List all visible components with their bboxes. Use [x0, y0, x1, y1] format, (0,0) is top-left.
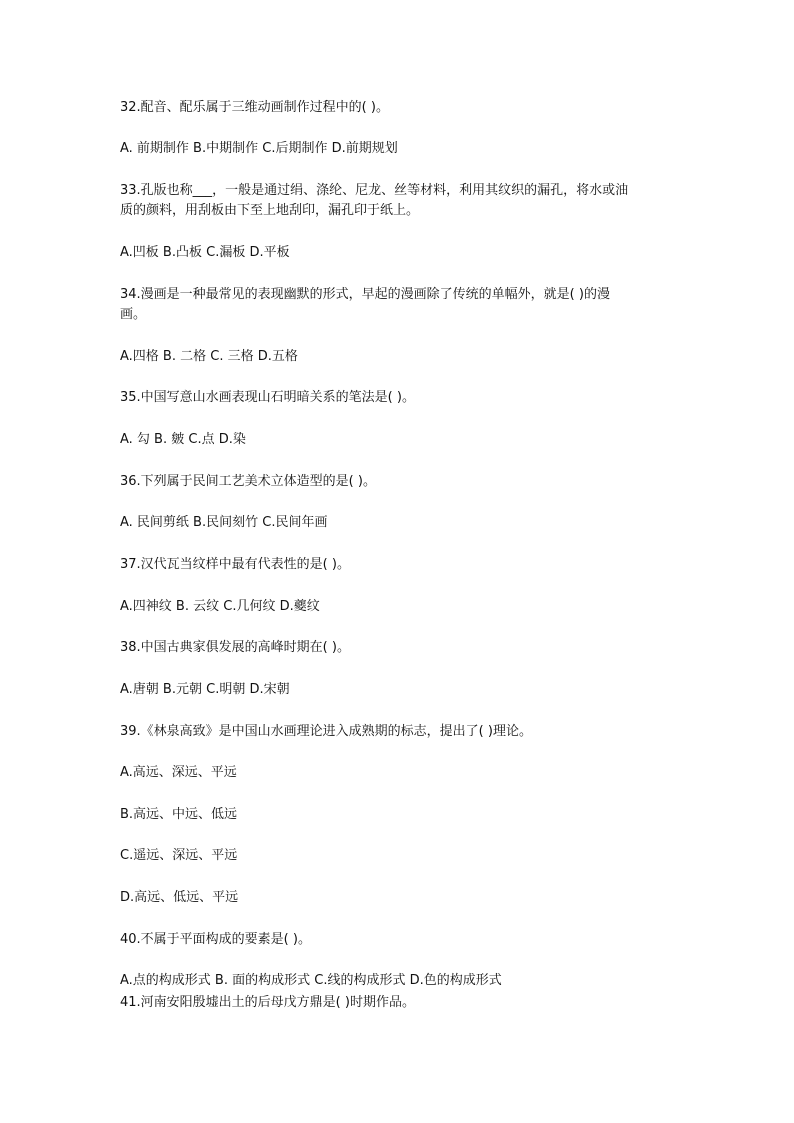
question-35: 35.中国写意山水画表现山石明暗关系的笔法是( )。 — [120, 390, 415, 405]
question-37: 37.汉代瓦当纹样中最有代表性的是( )。 — [120, 557, 350, 572]
question-39: 39.《林泉高致》是中国山水画理论进入成熟期的标志，提出了( )理论。 — [120, 724, 532, 739]
question-39-option-b: B.高远、中远、低远 — [120, 807, 238, 822]
question-32: 32.配音、配乐属于三维动画制作过程中的( )。 — [120, 100, 389, 115]
question-37-options: A.四神纹 B. 云纹 C.几何纹 D.夔纹 — [120, 599, 320, 614]
question-33: 33.孔版也称___，一般是通过绢、涤纶、尼龙、丝等材料，利用其纹织的漏孔，将水或油 — [120, 183, 629, 198]
question-34-cont: 画。 — [120, 307, 147, 322]
question-38-options: A.唐朝 B.元朝 C.明朝 D.宋朝 — [120, 682, 290, 697]
question-39-option-d: D.高远、低远、平远 — [120, 890, 239, 905]
question-39-option-a: A.高远、深远、平远 — [120, 765, 237, 780]
question-33-cont: 质的颜料，用刮板由下至上地刮印，漏孔印于纸上。 — [120, 203, 420, 218]
question-39-option-c: C.遥远、深远、平远 — [120, 848, 238, 863]
question-36-options: A. 民间剪纸 B.民间刻竹 C.民间年画 — [120, 515, 328, 530]
question-34-options: A.四格 B. 二格 C. 三格 D.五格 — [120, 349, 298, 364]
question-33-options: A.凹板 B.凸板 C.漏板 D.平板 — [120, 245, 290, 260]
question-41: 41.河南安阳殷墟出土的后母戊方鼎是( )时期作品。 — [120, 995, 415, 1010]
question-38: 38.中国古典家俱发展的高峰时期在( )。 — [120, 640, 350, 655]
question-36: 36.下列属于民间工艺美术立体造型的是( )。 — [120, 474, 376, 489]
question-40: 40.不属于平面构成的要素是( )。 — [120, 932, 311, 947]
question-34: 34.漫画是一种最常见的表现幽默的形式，早起的漫画除了传统的单幅外，就是( )的漫 — [120, 287, 610, 302]
question-32-options: A. 前期制作 B.中期制作 C.后期制作 D.前期规划 — [120, 141, 398, 156]
question-35-options: A. 勾 B. 皴 C.点 D.染 — [120, 432, 246, 447]
question-40-options: A.点的构成形式 B. 面的构成形式 C.线的构成形式 D.色的构成形式 — [120, 973, 502, 988]
